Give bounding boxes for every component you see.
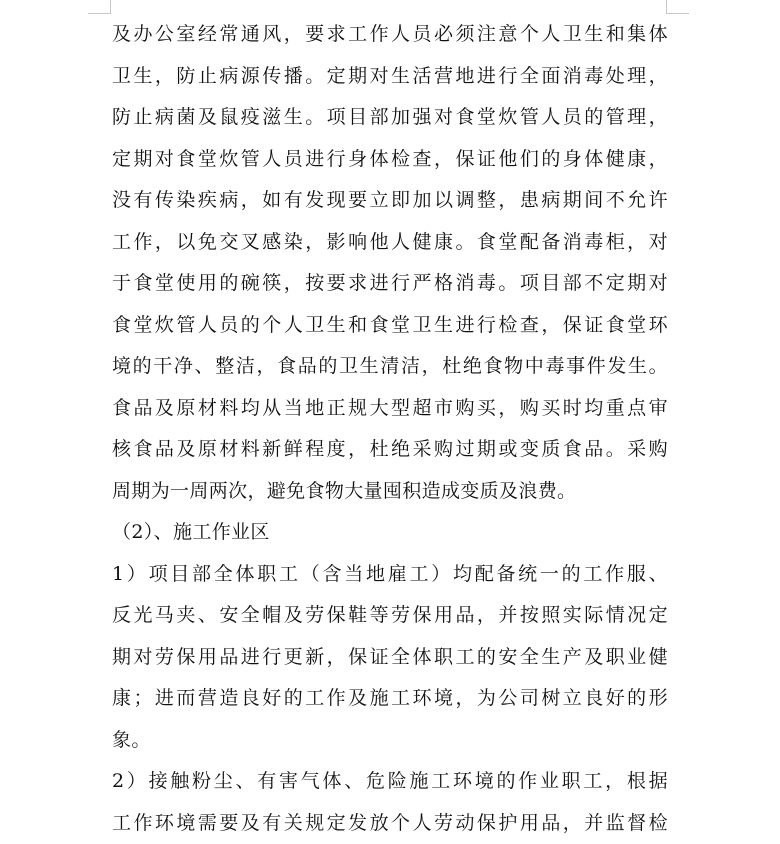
body-line: 境的干净、整洁，食品的卫生清洁，杜绝食物中毒事件发生。: [112, 346, 668, 388]
body-line: 周期为一周两次，避免食物大量囤积造成变质及浪费。: [112, 471, 668, 513]
body-line: 康；进而营造良好的工作及施工环境，为公司树立良好的形: [112, 678, 668, 720]
body-line: 防止病菌及鼠疫滋生。项目部加强对食堂炊管人员的管理，: [112, 97, 668, 139]
section-heading: （2）、施工作业区: [112, 512, 668, 554]
body-line: 定期对食堂炊管人员进行身体检查，保证他们的身体健康，: [112, 139, 668, 181]
body-line: 2）接触粉尘、有害气体、危险施工环境的作业职工，根据: [112, 761, 668, 803]
body-line: 食堂炊管人员的个人卫生和食堂卫生进行检查，保证食堂环: [112, 305, 668, 347]
body-line: 没有传染疾病，如有发现要立即加以调整，患病期间不允许: [112, 180, 668, 222]
body-line: 于食堂使用的碗筷，按要求进行严格消毒。项目部不定期对: [112, 263, 668, 305]
body-line: 工作环境需要及有关规定发放个人劳动保护用品，并监督检: [112, 803, 668, 844]
body-line: 1）项目部全体职工（含当地雇工）均配备统一的工作服、: [112, 554, 668, 596]
crop-mark-top-left: [88, 0, 111, 14]
body-line: 及办公室经常通风，要求工作人员必须注意个人卫生和集体: [112, 14, 668, 56]
body-line: 期对劳保用品进行更新，保证全体职工的安全生产及职业健: [112, 637, 668, 679]
body-line: 反光马夹、安全帽及劳保鞋等劳保用品，并按照实际情况定: [112, 595, 668, 637]
body-line: 核食品及原材料新鲜程度，杜绝采购过期或变质食品。采购: [112, 429, 668, 471]
document-body: [112, 14, 668, 844]
body-line: 象。: [112, 720, 668, 762]
body-line: 食品及原材料均从当地正规大型超市购买，购买时均重点审: [112, 388, 668, 430]
body-line: 工作，以免交叉感染，影响他人健康。食堂配备消毒柜，对: [112, 222, 668, 264]
crop-mark-top-right: [666, 0, 689, 14]
body-line: 卫生，防止病源传播。定期对生活营地进行全面消毒处理，: [112, 56, 668, 98]
